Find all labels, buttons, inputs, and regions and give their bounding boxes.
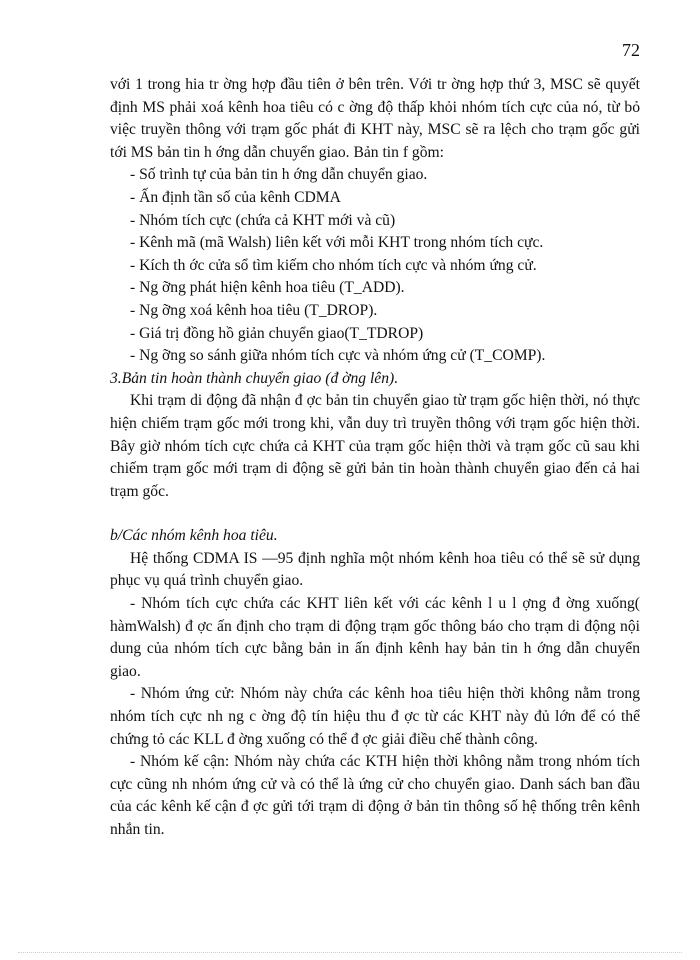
document-body	[110, 74, 640, 842]
list-item: - Ng ỡng phát hiện kênh hoa tiêu (T_ADD).	[130, 279, 405, 297]
list-item: - Ng ỡng so sánh giữa nhóm tích cực và nhóm ứng cử (T_COMP).	[130, 347, 546, 365]
page-bottom-rule	[18, 952, 682, 953]
section-b-paragraph-1: Hệ thống CDMA IS —95 định nghĩa một nhóm kênh hoa tiêu có thể sẽ sử dụng phục vụ quá trình chuyển giao.	[110, 549, 640, 590]
section-b-paragraph-4: - Nhóm kế cận: Nhóm này chứa các KTH hiện thời không nằm trong nhóm tích cực cũng nh nhóm ứng cử và có thể là ứng cử cho chuyển giao. Danh sách ban đầu của các kênh kế cận đ ợc gửi tới trạm di động ở bản tin thông số hệ thống trên kênh nhắn tin.	[110, 753, 640, 838]
list-item: - Số trình tự của bản tin h ớng dẫn chuyển giao.	[130, 166, 428, 184]
section-spacer	[110, 503, 640, 525]
list-item: - Kênh mã (mã Walsh) liên kết với mỗi KHT trong nhóm tích cực.	[130, 234, 544, 252]
section-heading-b: b/Các nhóm kênh hoa tiêu.	[110, 527, 278, 545]
section-b-paragraph-3: - Nhóm ứng cử: Nhóm này chứa các kênh hoa tiêu hiện thời không nằm trong nhóm tích cực nh ng c ờng độ tín hiệu thu đ ợc từ các KHT này đủ lớn để có thể chứng tỏ các KLL đ ờng xuống có thể đ ợc giải điều chế thành công.	[110, 685, 640, 748]
intro-paragraph: với 1 trong hia tr ờng hợp đầu tiên ở bên trên. Với tr ờng hợp thứ 3, MSC sẽ quyết định MS phải xoá kênh hoa tiêu có c ờng độ thấp khỏi nhóm tích cực của nó, từ bỏ việc truyền thông với trạm gốc phát đi KHT này, MSC sẽ ra lệch cho trạm gốc gửi tới MS bản tin h ớng dẫn chuyển giao. Bản tin f gồm:	[110, 76, 640, 161]
section-3-paragraph: Khi trạm di động đã nhận đ ợc bản tin chuyển giao từ trạm gốc hiện thời, nó thực hiện chiếm trạm gốc mới trong khi, vẫn duy trì truyền thông với trạm gốc hiện thời. Bây giờ nhóm tích cực chứa cả KHT của trạm gốc hiện thời và trạm gốc cũ sau khi chiếm trạm gốc mới trạm di động sẽ gửi bản tin hoàn thành chuyển giao đến cả hai trạm gốc.	[110, 392, 640, 500]
section-heading-3: 3.Bản tin hoàn thành chuyển giao (đ ờng lên).	[110, 369, 399, 387]
section-b-paragraph-2: - Nhóm tích cực chứa các KHT liên kết với các kênh l u l ợng đ ờng xuống( hàmWalsh) đ ợc ấn định cho trạm di động trạm gốc thông báo cho trạm di động nội dung của nhóm tích cực bằng bản in ấn định kênh hay bản tin h ớng dẫn chuyển giao.	[110, 595, 640, 680]
handoff-message-fields-list	[110, 164, 640, 367]
list-item: - Giá trị đồng hồ giản chuyển giao(T_TDROP)	[130, 324, 424, 342]
list-item: - Kích th ớc cửa sổ tìm kiếm cho nhóm tích cực và nhóm ứng cử.	[130, 256, 537, 274]
list-item: - Ấn định tần số của kênh CDMA	[130, 188, 341, 206]
list-item: - Nhóm tích cực (chứa cả KHT mới và cũ)	[130, 211, 396, 229]
list-item: - Ng ỡng xoá kênh hoa tiêu (T_DROP).	[130, 301, 378, 319]
page-number: 72	[622, 40, 640, 60]
